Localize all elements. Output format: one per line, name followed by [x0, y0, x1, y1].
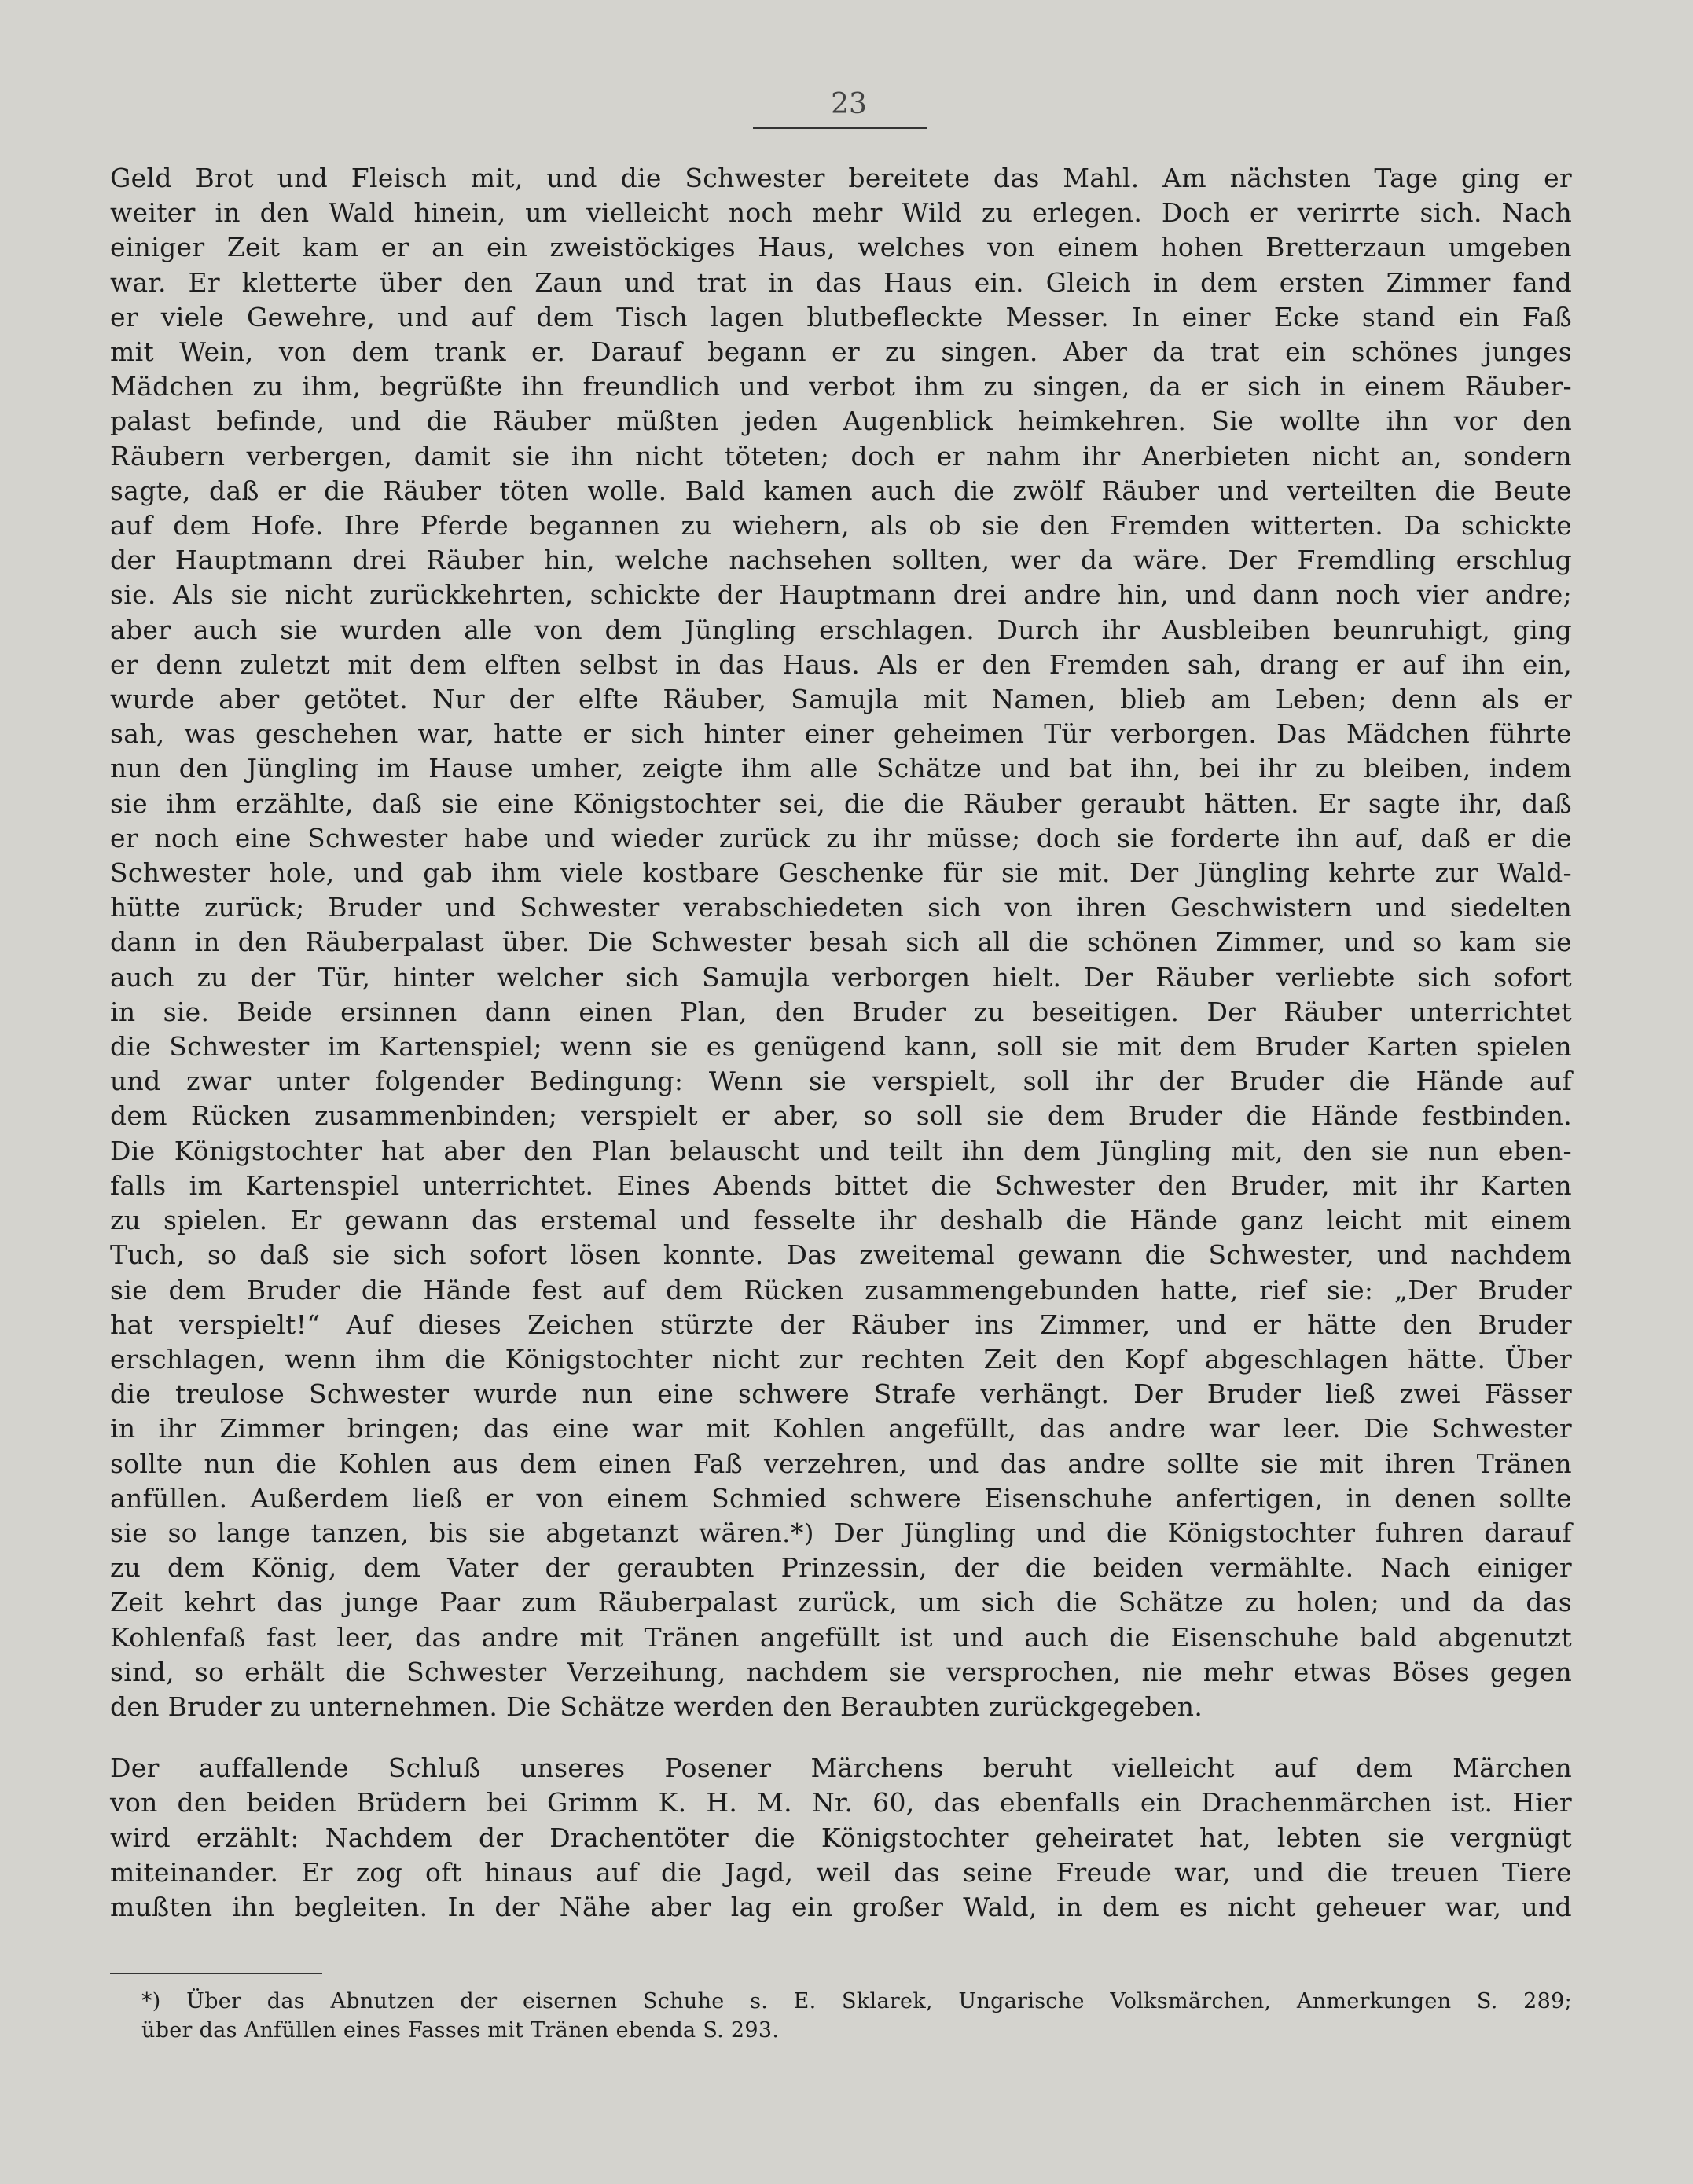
page-number: 23: [831, 88, 867, 120]
text-line: dann in den Räuberpalast über. Die Schwester besah sich all die schönen Zimmer, und so kam sie: [110, 927, 1572, 958]
paragraph-1: [110, 161, 1572, 1724]
text-line: sah, was geschehen war, hatte er sich hinter einer geheimen Tür verborgen. Das Mädchen führte: [110, 718, 1572, 750]
text-line: sind, so erhält die Schwester Verzeihung, nachdem sie versprochen, nie mehr etwas Böses gegen: [110, 1656, 1572, 1687]
text-line: Der auffallende Schluß unseres Posener Märchens beruht vielleicht auf dem Märchen: [110, 1753, 1572, 1784]
text-line: Räubern verbergen, damit sie ihn nicht töteten; doch er nahm ihr Anerbieten nicht an, sondern: [110, 440, 1572, 472]
text-line: er denn zuletzt mit dem elften selbst in das Haus. Als er den Fremden sah, drang er auf ihn ein,: [110, 648, 1572, 680]
text-line: in sie. Beide ersinnen dann einen Plan, den Bruder zu beseitigen. Der Räuber unterrichtet: [110, 996, 1572, 1027]
text-line: sie dem Bruder die Hände fest auf dem Rücken zusammengebunden hatte, rief sie: „Der Bruder: [110, 1274, 1572, 1305]
text-line: er viele Gewehre, und auf dem Tisch lagen blutbefleckte Messer. In einer Ecke stand ein Faß: [110, 301, 1572, 332]
footnote-line: über das Anfüllen eines Fasses mit Tränen ebenda S. 293.: [141, 2018, 780, 2043]
text-line: wurde aber getötet. Nur der elfte Räuber, Samujla mit Namen, blieb am Leben; denn als er: [110, 684, 1572, 715]
text-line: zu spielen. Er gewann das erstemal und fesselte ihr deshalb die Hände ganz leicht mit einem: [110, 1205, 1572, 1236]
text-line: Tuch, so daß sie sich sofort lösen konnte. Das zweitemal gewann die Schwester, und nachdem: [110, 1239, 1572, 1271]
text-line: anfüllen. Außerdem ließ er von einem Schmied schwere Eisenschuhe anfertigen, in denen sollte: [110, 1482, 1572, 1514]
text-line: die Schwester im Kartenspiel; wenn sie es genügend kann, soll sie mit dem Bruder Karten spielen: [110, 1031, 1572, 1063]
text-line: Mädchen zu ihm, begrüßte ihn freundlich und verbot ihm zu singen, da er sich in einem Räuber-: [110, 371, 1572, 402]
text-line: mußten ihn begleiten. In der Nähe aber lag ein großer Wald, in dem es nicht geheuer war, und: [110, 1891, 1572, 1922]
text-line: auch zu der Tür, hinter welcher sich Samujla verborgen hielt. Der Räuber verliebte sich sofort: [110, 961, 1572, 993]
text-line: er noch eine Schwester habe und wieder zurück zu ihr müsse; doch sie forderte ihn auf, daß er die: [110, 822, 1572, 853]
text-line: und zwar unter folgender Bedingung: Wenn sie verspielt, soll ihr der Bruder die Hände auf: [110, 1066, 1572, 1097]
text-line: sollte nun die Kohlen aus dem einen Faß verzehren, und das andre sollte sie mit ihren Tränen: [110, 1448, 1572, 1479]
text-line: sie ihm erzählte, daß sie eine Königstochter sei, die die Räuber geraubt hätten. Er sagte ihr, daß: [110, 787, 1572, 819]
text-line: aber auch sie wurden alle von dem Jüngling erschlagen. Durch ihr Ausbleiben beunruhigt, ging: [110, 614, 1572, 645]
text-line: zu dem König, dem Vater der geraubten Prinzessin, der die beiden vermählte. Nach einiger: [110, 1552, 1572, 1584]
footnotes: [141, 1987, 1572, 2045]
text-line: falls im Kartenspiel unterrichtet. Eines Abends bittet die Schwester den Bruder, mit ihr Karten: [110, 1169, 1572, 1201]
text-line: den Bruder zu unternehmen. Die Schätze werden den Beraubten zurückgegeben.: [110, 1690, 1203, 1722]
text-line: miteinander. Er zog oft hinaus auf die Jagd, weil das seine Freude war, und die treuen Tiere: [110, 1856, 1572, 1888]
text-line: von den beiden Brüdern bei Grimm K. H. M. Nr. 60, das ebenfalls ein Drachenmärchen ist. Hier: [110, 1787, 1572, 1819]
text-line: einiger Zeit kam er an ein zweistöckiges Haus, welches von einem hohen Bretterzaun umgeben: [110, 232, 1572, 263]
text-line: Schwester hole, und gab ihm viele kostbare Geschenke für sie mit. Der Jüngling kehrte zur Wald-: [110, 857, 1572, 889]
text-line: nun den Jüngling im Hause umher, zeigte ihm alle Schätze und bat ihn, bei ihr zu bleiben, indem: [110, 753, 1572, 784]
text-line: in ihr Zimmer bringen; das eine war mit Kohlen angefüllt, das andre war leer. Die Schwester: [110, 1413, 1572, 1444]
text-line: Die Königstochter hat aber den Plan belauscht und teilt ihn dem Jüngling mit, den sie nun eben-: [110, 1135, 1572, 1166]
text-line: mit Wein, von dem trank er. Darauf begann er zu singen. Aber da trat ein schönes junges: [110, 336, 1572, 368]
text-line: wird erzählt: Nachdem der Drachentöter die Königstochter geheiratet hat, lebten sie vergnügt: [110, 1822, 1572, 1853]
text-line: auf dem Hofe. Ihre Pferde begannen zu wiehern, als ob sie den Fremden witterten. Da schickte: [110, 510, 1572, 541]
header-rule: [753, 127, 927, 129]
footnote-line: *) Über das Abnutzen der eisernen Schuhe s. E. Sklarek, Ungarische Volksmärchen, Anmerkungen S. 289;: [141, 1989, 1572, 2013]
paragraph-2: [110, 1751, 1572, 1925]
footnote-rule: [110, 1973, 322, 1974]
text-line: sie so lange tanzen, bis sie abgetanzt wären.*) Der Jüngling und die Königstochter fuhren darauf: [110, 1517, 1572, 1548]
text-line: sie. Als sie nicht zurückkehrten, schickte der Hauptmann drei andre hin, und dann noch vier andre;: [110, 579, 1572, 611]
text-line: war. Er kletterte über den Zaun und trat in das Haus ein. Gleich in dem ersten Zimmer fand: [110, 266, 1572, 298]
text-line: hat verspielt!“ Auf dieses Zeichen stürzte der Räuber ins Zimmer, und er hätte den Bruder: [110, 1309, 1572, 1340]
text-line: sagte, daß er die Räuber töten wolle. Bald kamen auch die zwölf Räuber und verteilten die Beute: [110, 475, 1572, 506]
text-line: weiter in den Wald hinein, um vielleicht noch mehr Wild zu erlegen. Doch er verirrte sich. Nach: [110, 197, 1572, 229]
text-line: Zeit kehrt das junge Paar zum Räuberpalast zurück, um sich die Schätze zu holen; und da das: [110, 1587, 1572, 1618]
text-line: dem Rücken zusammenbinden; verspielt er aber, so soll sie dem Bruder die Hände festbinden.: [110, 1100, 1572, 1132]
text-line: die treulose Schwester wurde nun eine schwere Strafe verhängt. Der Bruder ließ zwei Fässer: [110, 1378, 1572, 1410]
text-line: Kohlenfaß fast leer, das andre mit Tränen angefüllt ist und auch die Eisenschuhe bald abgenutzt: [110, 1621, 1572, 1653]
text-line: palast befinde, und die Räuber müßten jeden Augenblick heimkehren. Sie wollte ihn vor den: [110, 406, 1572, 437]
text-line: hütte zurück; Bruder und Schwester verabschiedeten sich von ihren Geschwistern und siedelten: [110, 892, 1572, 923]
text-line: Geld Brot und Fleisch mit, und die Schwester bereitete das Mahl. Am nächsten Tage ging er: [110, 163, 1572, 193]
body-text: [110, 161, 1572, 1925]
text-line: der Hauptmann drei Räuber hin, welche nachsehen sollten, wer da wäre. Der Fremdling erschlug: [110, 545, 1572, 576]
text-line: erschlagen, wenn ihm die Königstochter nicht zur rechten Zeit den Kopf abgeschlagen hätte. Über: [110, 1343, 1572, 1375]
paragraph-gap: [110, 1724, 1572, 1751]
